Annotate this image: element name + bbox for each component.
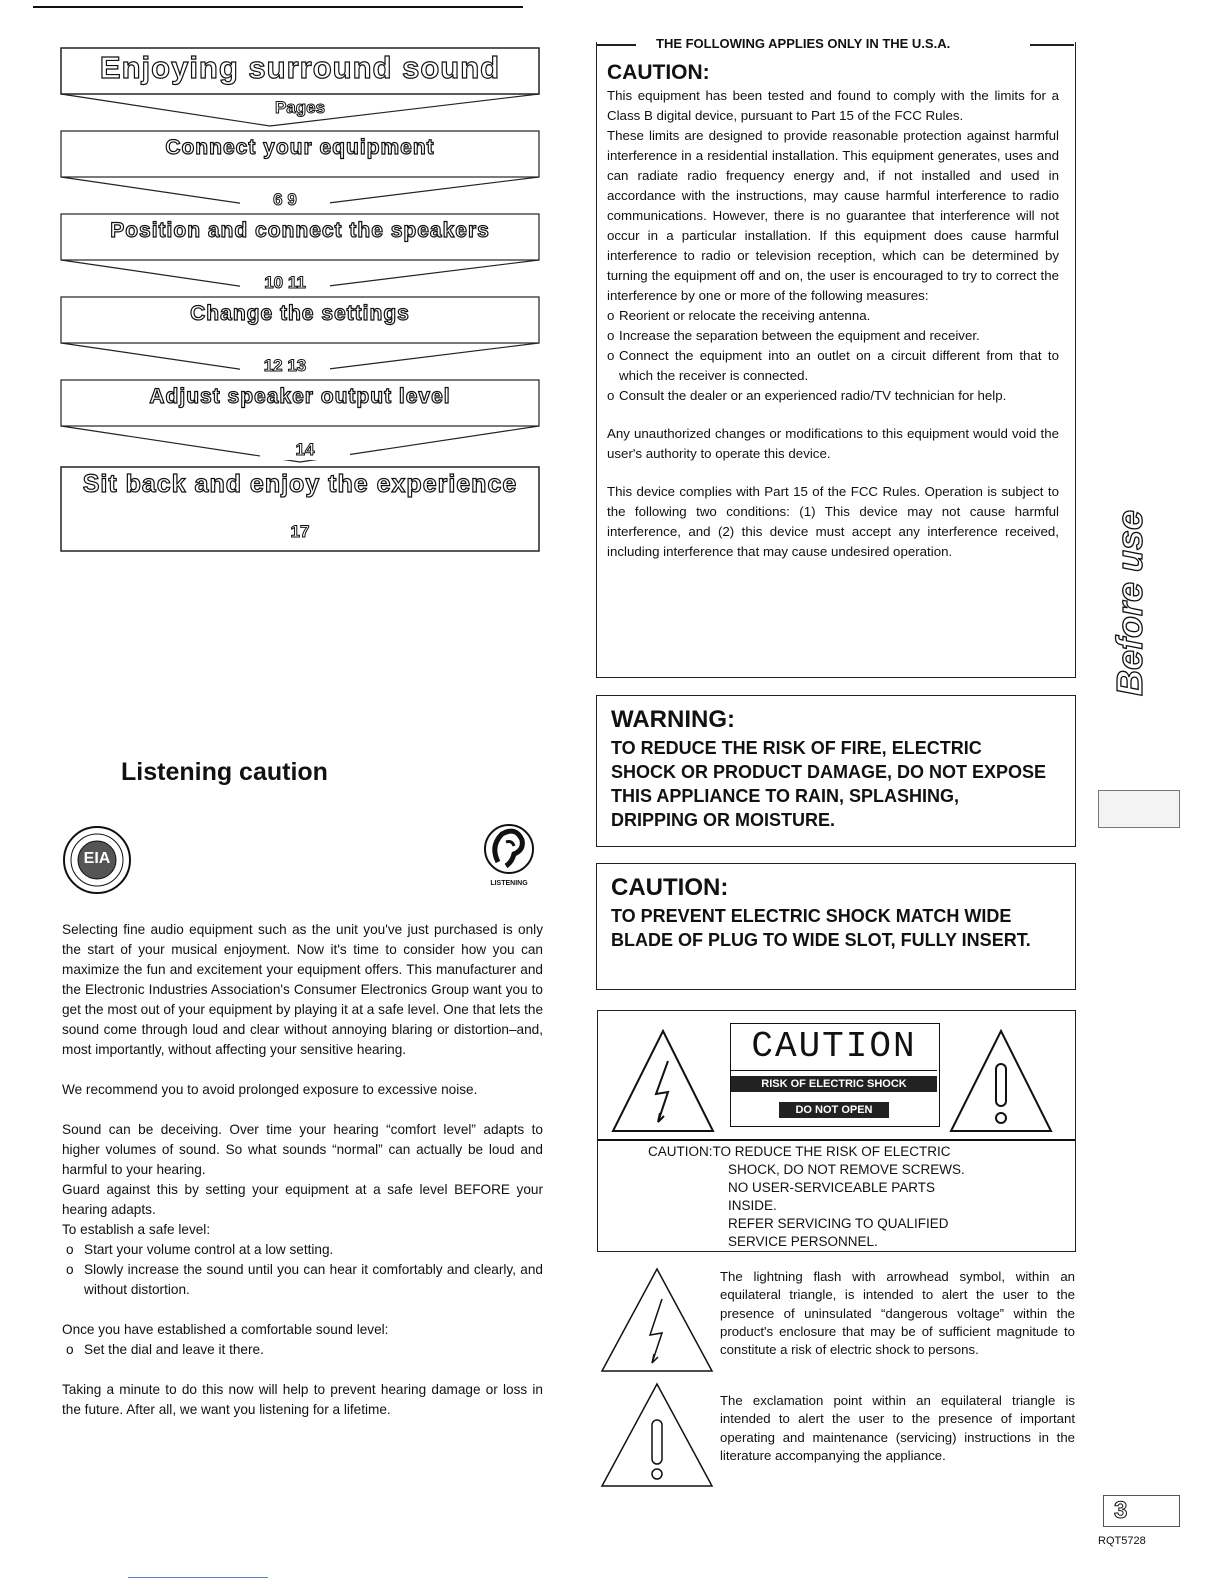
listening-body [62, 920, 543, 1420]
caution-sign-caption-line: NO USER-SERVICEABLE PARTS [728, 1180, 936, 1195]
list-item: o Set the dial and leave it there. [66, 1342, 264, 1357]
document-code: RQT5728 [1098, 1535, 1146, 1547]
listening-paragraph: Sound can be deceiving. Over time your hearing “comfort level” adapts to higher volumes of sound. So what sounds “normal” can actually be loud and harmful to your hearing. [62, 1122, 543, 1177]
listening-paragraph: Once you have established a comfortable sound level: [62, 1322, 389, 1337]
list-item: o Connect the equipment into an outlet on a circuit different from that to which the receiver is connected. [607, 348, 1059, 383]
list-item: o Consult the dealer or an experienced radio/TV technician for help. [607, 388, 1007, 403]
flow-step-pages: 17 [290, 522, 310, 541]
page-number: 3 [1114, 1497, 1128, 1524]
caution-sign-line: DO NOT OPEN [779, 1102, 889, 1118]
fcc-paragraph: These limits are designed to provide reasonable protection against harmful interference in a residential installation. This equipment generates, uses and can radiate radio frequency energy and, if not installed and used in accordance with the instructions, may cause harmful interference to radio communications. However, there is no guarantee that interference will not occur in a particular installation. If this equipment does cause harmful interference to radio or television reception, which can be determined by turning the equipment off and on, the user is encouraged to try to correct the interference by one or more of the following measures: [607, 128, 1059, 303]
caution-sign-title: CAUTION [731, 1024, 937, 1071]
eia-logo-text: EIA [83, 850, 111, 867]
caution-sign-line: RISK OF ELECTRIC SHOCK [731, 1076, 937, 1092]
flow-step-label: Change the settings [190, 302, 410, 325]
eia-logo [62, 825, 132, 895]
bottom-rule [128, 1577, 268, 1578]
list-item: o Reorient or relocate the receiving antenna. [607, 308, 871, 323]
fcc-box-top-rule [596, 44, 636, 46]
flow-pages-label: Pages [274, 98, 326, 117]
warning-text: TO REDUCE THE RISK OF FIRE, ELECTRIC SHOCK OR PRODUCT DAMAGE, DO NOT EXPOSE THIS APPLIANCE TO RAIN, SPLASHING, DRIPPING OR MOISTURE. [611, 738, 1047, 830]
listening-paragraph: Guard against this by setting your equipment at a safe level BEFORE your hearing adapts. [62, 1182, 543, 1217]
fcc-caution-title: CAUTION: [607, 61, 710, 84]
flow-step-pages: 6 9 [240, 190, 330, 210]
listening-logo [476, 822, 542, 894]
fcc-box-top-rule [1030, 44, 1074, 46]
caution-sign-caption-line: TO REDUCE THE RISK OF ELECTRIC [712, 1144, 951, 1159]
flow-step-label: Position and connect the speakers [110, 219, 490, 242]
lightning-triangle-icon [608, 1026, 718, 1136]
flow-step-pages: 14 [260, 440, 350, 460]
caution-sign-box [597, 1010, 1076, 1252]
caution-sign-caption [648, 1143, 965, 1251]
fcc-paragraph: This equipment has been tested and found to comply with the limits for a Class B digital device, pursuant to Part 15 of the FCC Rules. [607, 88, 1059, 123]
warning-title: WARNING: [611, 706, 735, 733]
section-tab-label: Before use [1109, 509, 1150, 696]
caution-label-sign [730, 1023, 940, 1127]
listening-caution-title: Listening caution [121, 758, 328, 786]
flow-step-pages: 12 13 [240, 356, 330, 376]
lightning-triangle-icon [598, 1265, 716, 1375]
listening-paragraph: Selecting fine audio equipment such as the unit you've just purchased is only the start of your musical enjoyment. Now it's time to consider how you can maximize the fun and excitement your equipment offers. This manufacturer and the Electronic Industries Association's Consumer Electronics Group want you to get the most out of your equipment by playing it at a safe level. One that lets the sound come through loud and clear without annoying blaring or distortion–and, most importantly, without affecting your sensitive hearing. [62, 922, 543, 1057]
caution-sign-caption-line: INSIDE. [728, 1198, 777, 1213]
flow-step-pages: 10 11 [240, 273, 330, 293]
listening-logo-text: LISTENING [490, 880, 528, 887]
exclamation-triangle-icon [598, 1380, 716, 1490]
list-item: o Slowly increase the sound until you can hear it comfortably and clearly, and without distortion. [66, 1262, 543, 1297]
caution-sign-caption-head: CAUTION: [648, 1144, 713, 1159]
plug-caution-text: TO PREVENT ELECTRIC SHOCK MATCH WIDE BLADE OF PLUG TO WIDE SLOT, FULLY INSERT. [611, 906, 1031, 950]
fcc-body [607, 60, 1059, 562]
flow-step-label: Adjust speaker output level [149, 385, 451, 408]
lightning-symbol-text: The lightning flash with arrowhead symbol, within an equilateral triangle, is intended to alert the user to the presence of uninsulated “dangerous voltage” within the product's enclosure that may be of sufficient magnitude to constitute a risk of electric shock to persons. [720, 1269, 1075, 1358]
caution-sign-caption-line: SERVICE PERSONNEL. [728, 1234, 878, 1249]
exclamation-triangle-icon [946, 1026, 1056, 1136]
listening-paragraph: We recommend you to avoid prolonged exposure to excessive noise. [62, 1082, 478, 1097]
warning-box [596, 695, 1076, 847]
listening-paragraph: Taking a minute to do this now will help to prevent hearing damage or loss in the future. After all, we want you listening for a lifetime. [62, 1382, 543, 1417]
flow-step-label: Connect your equipment [165, 136, 435, 159]
plug-caution-title: CAUTION: [611, 874, 729, 901]
page-number-box [1103, 1495, 1180, 1527]
fcc-paragraph: This device complies with Part 15 of the FCC Rules. Operation is subject to the following two conditions: (1) This device may not cause harmful interference, and (2) this device must accept any interference received, including interference that may cause undesired operation. [607, 484, 1059, 559]
plug-caution-box [596, 863, 1076, 990]
flow-step-label: Sit back and enjoy the experience [82, 470, 518, 498]
caution-sign-caption-line: SHOCK, DO NOT REMOVE SCREWS. [728, 1162, 965, 1177]
list-item: o Increase the separation between the equipment and receiver. [607, 328, 980, 343]
exclamation-symbol-text: The exclamation point within an equilateral triangle is intended to alert the user to the presence of important operating and maintenance (servicing) instructions in the literature accompanying the appliance. [720, 1393, 1075, 1463]
fcc-paragraph: Any unauthorized changes or modifications to this equipment would void the user's authority to operate this device. [607, 426, 1059, 461]
caution-sign-caption-line: REFER SERVICING TO QUALIFIED [728, 1216, 949, 1231]
listening-paragraph: To establish a safe level: [62, 1222, 211, 1237]
section-edge-tab [1098, 790, 1180, 828]
flow-title: Enjoying surround sound [99, 50, 501, 85]
divider [598, 1139, 1075, 1141]
list-item: o Start your volume control at a low setting. [66, 1242, 334, 1257]
fcc-header: THE FOLLOWING APPLIES ONLY IN THE U.S.A. [650, 36, 956, 51]
